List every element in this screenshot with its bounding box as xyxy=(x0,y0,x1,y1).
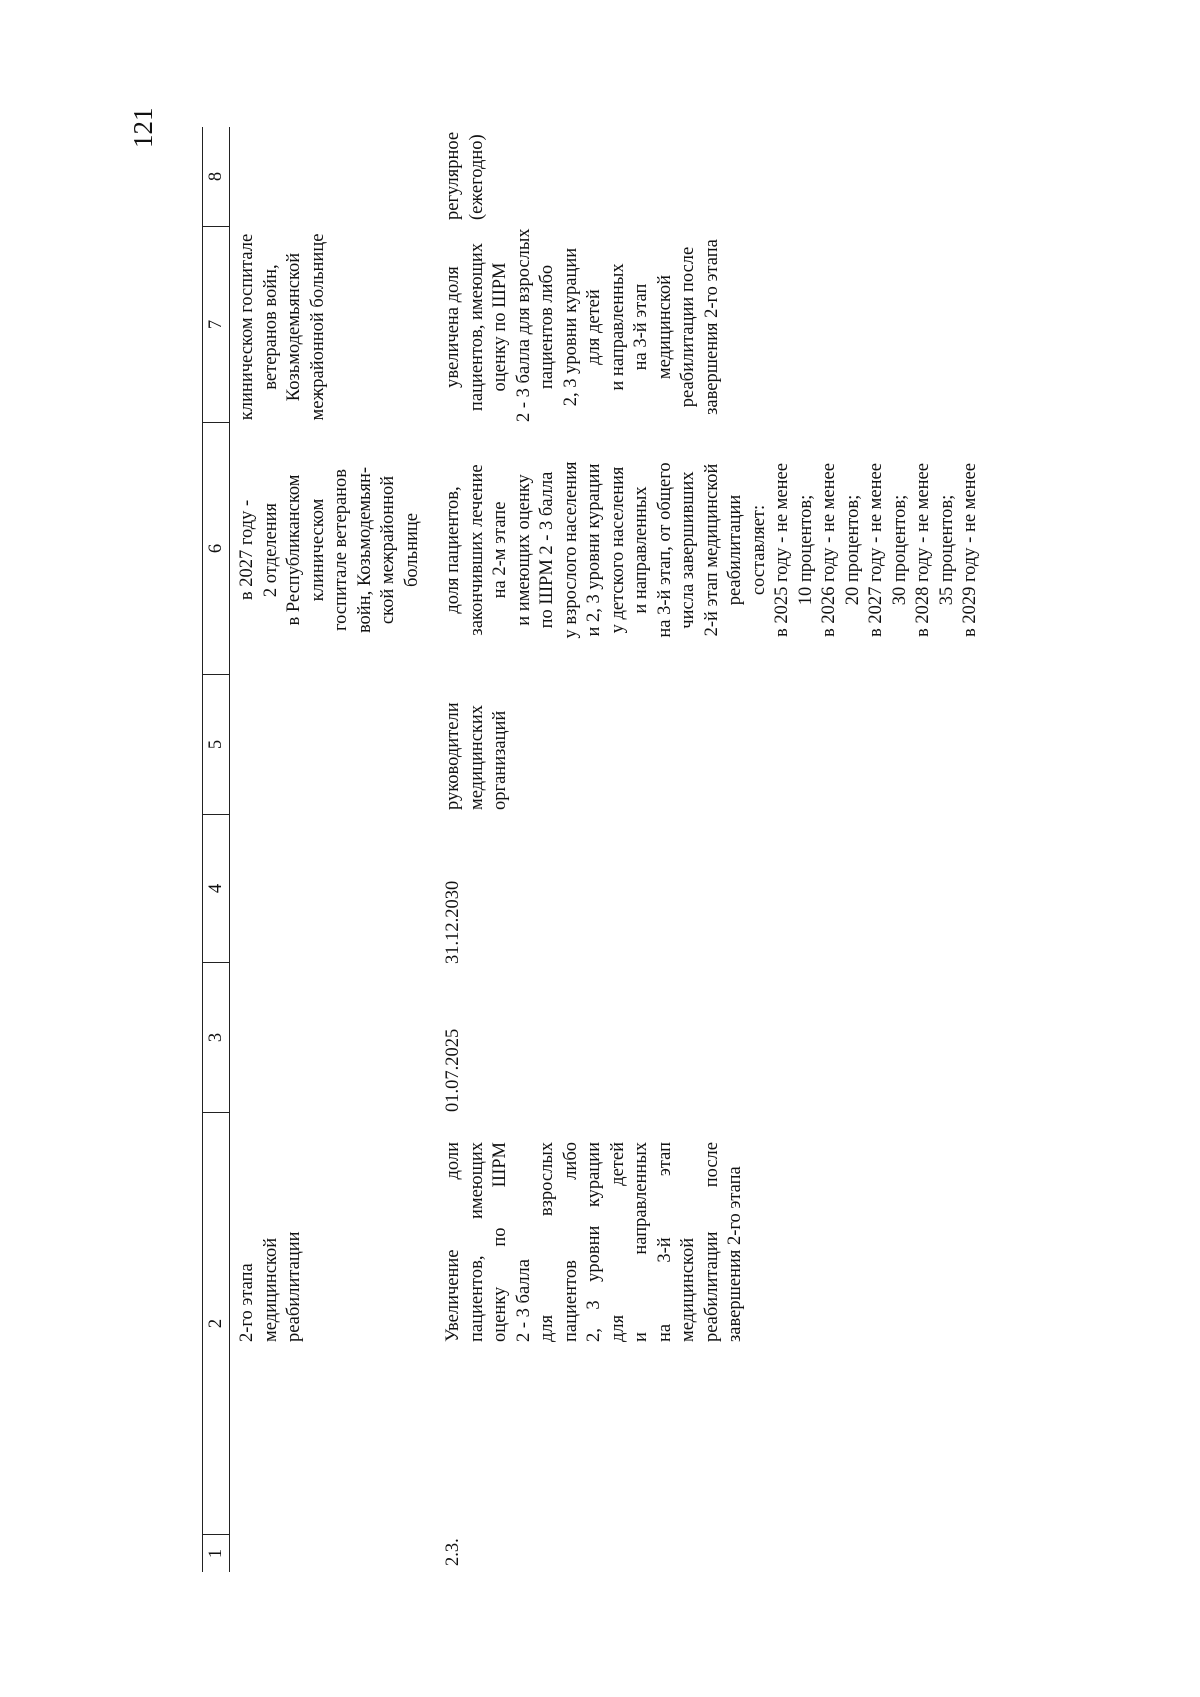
text-line: оценку по ШРМ xyxy=(490,262,510,392)
text-line: и 2, 3 уровни курации xyxy=(584,463,604,637)
text-line: войн, Козьмодемьян- xyxy=(354,466,375,634)
text-line: реабилитации после xyxy=(701,1142,722,1342)
text-line: у детского населения xyxy=(607,466,628,634)
text-line: больнице xyxy=(401,513,422,587)
text-line: 2 - 3 балла xyxy=(513,1259,534,1342)
text-line: 2, 3 уровни курации xyxy=(560,247,581,407)
text-line: 2-го этапа xyxy=(237,1263,257,1342)
table-page xyxy=(202,127,1102,1572)
text-line: реабилитации после xyxy=(678,246,698,408)
responsible: руководители медицинских организаций xyxy=(443,702,510,810)
text-line: в Республиканском xyxy=(284,474,304,626)
text-line: пациентов либо xyxy=(560,1142,581,1342)
cont-row-measure xyxy=(236,1142,307,1342)
text-line: в 2025 году - не менее xyxy=(772,463,792,637)
periodicity: регулярное (ежегодно) xyxy=(443,131,487,220)
text-line: 30 процентов; xyxy=(889,494,910,606)
text-line: в 2027 году - xyxy=(237,499,257,601)
text-line: 2-й этап медицинской xyxy=(701,463,722,637)
text-line: числа завершивших xyxy=(678,471,698,629)
text-line: доля пациентов, xyxy=(443,486,463,614)
text-line: в 2029 году - не менее xyxy=(960,463,980,637)
text-line: и направленных xyxy=(631,1142,651,1342)
text-line: у взрослого населения xyxy=(560,461,581,639)
text-line: на 3-й этап, от общего xyxy=(654,462,675,638)
text-line: клиническом госпитале xyxy=(237,233,257,421)
header-col-7: 7 xyxy=(203,227,229,423)
text-line: в 2026 году - не менее xyxy=(819,463,839,637)
table-header-row xyxy=(202,127,230,1572)
text-line: для детей xyxy=(584,289,604,365)
text-line: на 3-й этап xyxy=(654,1142,675,1342)
text-line: 35 процентов; xyxy=(936,494,957,606)
text-line: в 2027 году - не менее xyxy=(866,463,886,637)
text-line: и имеющих оценку xyxy=(513,474,534,626)
header-col-5: 5 xyxy=(203,675,229,815)
row-number: 2.3. xyxy=(443,1538,463,1566)
text-line: 2 отделения xyxy=(260,502,281,598)
cont-row-result xyxy=(236,232,330,422)
text-line: Козьмодемьянской xyxy=(284,252,304,402)
text-line: на 2-м этапе xyxy=(490,501,510,599)
header-col-6: 6 xyxy=(203,423,229,675)
text-line: завершения 2-го этапа xyxy=(725,1166,745,1342)
text-line: пациентов, имеющих xyxy=(466,1142,487,1342)
header-col-4: 4 xyxy=(203,815,229,963)
row-indicator xyxy=(442,425,983,675)
header-col-1: 1 xyxy=(206,1548,226,1559)
text-line: и направленных xyxy=(631,486,651,614)
page-number: 121 xyxy=(128,107,158,148)
text-line: межрайонной больнице xyxy=(307,233,328,421)
text-line: медицинской xyxy=(260,1237,281,1342)
text-line: реабилитации xyxy=(284,1231,304,1342)
text-line: завершения 2-го этапа xyxy=(701,239,722,415)
text-line: Увеличение доли xyxy=(443,1142,463,1342)
text-line: ской межрайонной xyxy=(378,475,398,625)
cont-row-indicator xyxy=(236,425,424,675)
text-line: в 2028 году - не менее xyxy=(913,463,933,637)
text-line: составляет: xyxy=(748,504,769,596)
text-line: по ШРМ 2 - 3 балла xyxy=(537,471,557,629)
header-col-2: 2 xyxy=(203,1113,229,1535)
text-line: для детей xyxy=(607,1142,628,1342)
text-line: 10 процентов; xyxy=(795,494,816,606)
text-line: медицинской xyxy=(678,1237,698,1342)
text-line: медицинской xyxy=(654,274,675,380)
text-line: клиническом xyxy=(307,498,328,602)
text-line: 2, 3 уровни курации xyxy=(584,1142,604,1342)
text-line: госпитале ветеранов xyxy=(331,468,351,632)
text-line: и направленных xyxy=(607,263,628,391)
text-line: 20 процентов; xyxy=(842,494,863,606)
text-line: ветеранов войн, xyxy=(260,264,281,390)
text-line: закончивших лечение xyxy=(466,464,487,636)
end-date: 31.12.2030 xyxy=(443,880,463,964)
text-line: на 3-й этап xyxy=(631,283,651,371)
text-line: 2 - 3 балла для взрослых xyxy=(513,228,534,422)
start-date: 01.07.2025 xyxy=(443,1028,463,1112)
text-line: реабилитации xyxy=(725,494,745,606)
text-line: пациентов либо xyxy=(537,264,557,390)
text-line: оценку по ШРМ xyxy=(490,1142,510,1342)
row-measure xyxy=(442,1142,748,1342)
header-col-3: 3 xyxy=(203,963,229,1113)
text-line: увеличена доля xyxy=(443,266,463,388)
header-col-8: 8 xyxy=(203,127,229,227)
text-line: пациентов, имеющих xyxy=(466,242,487,412)
row-result xyxy=(442,228,724,422)
text-line: для взрослых xyxy=(537,1142,557,1342)
